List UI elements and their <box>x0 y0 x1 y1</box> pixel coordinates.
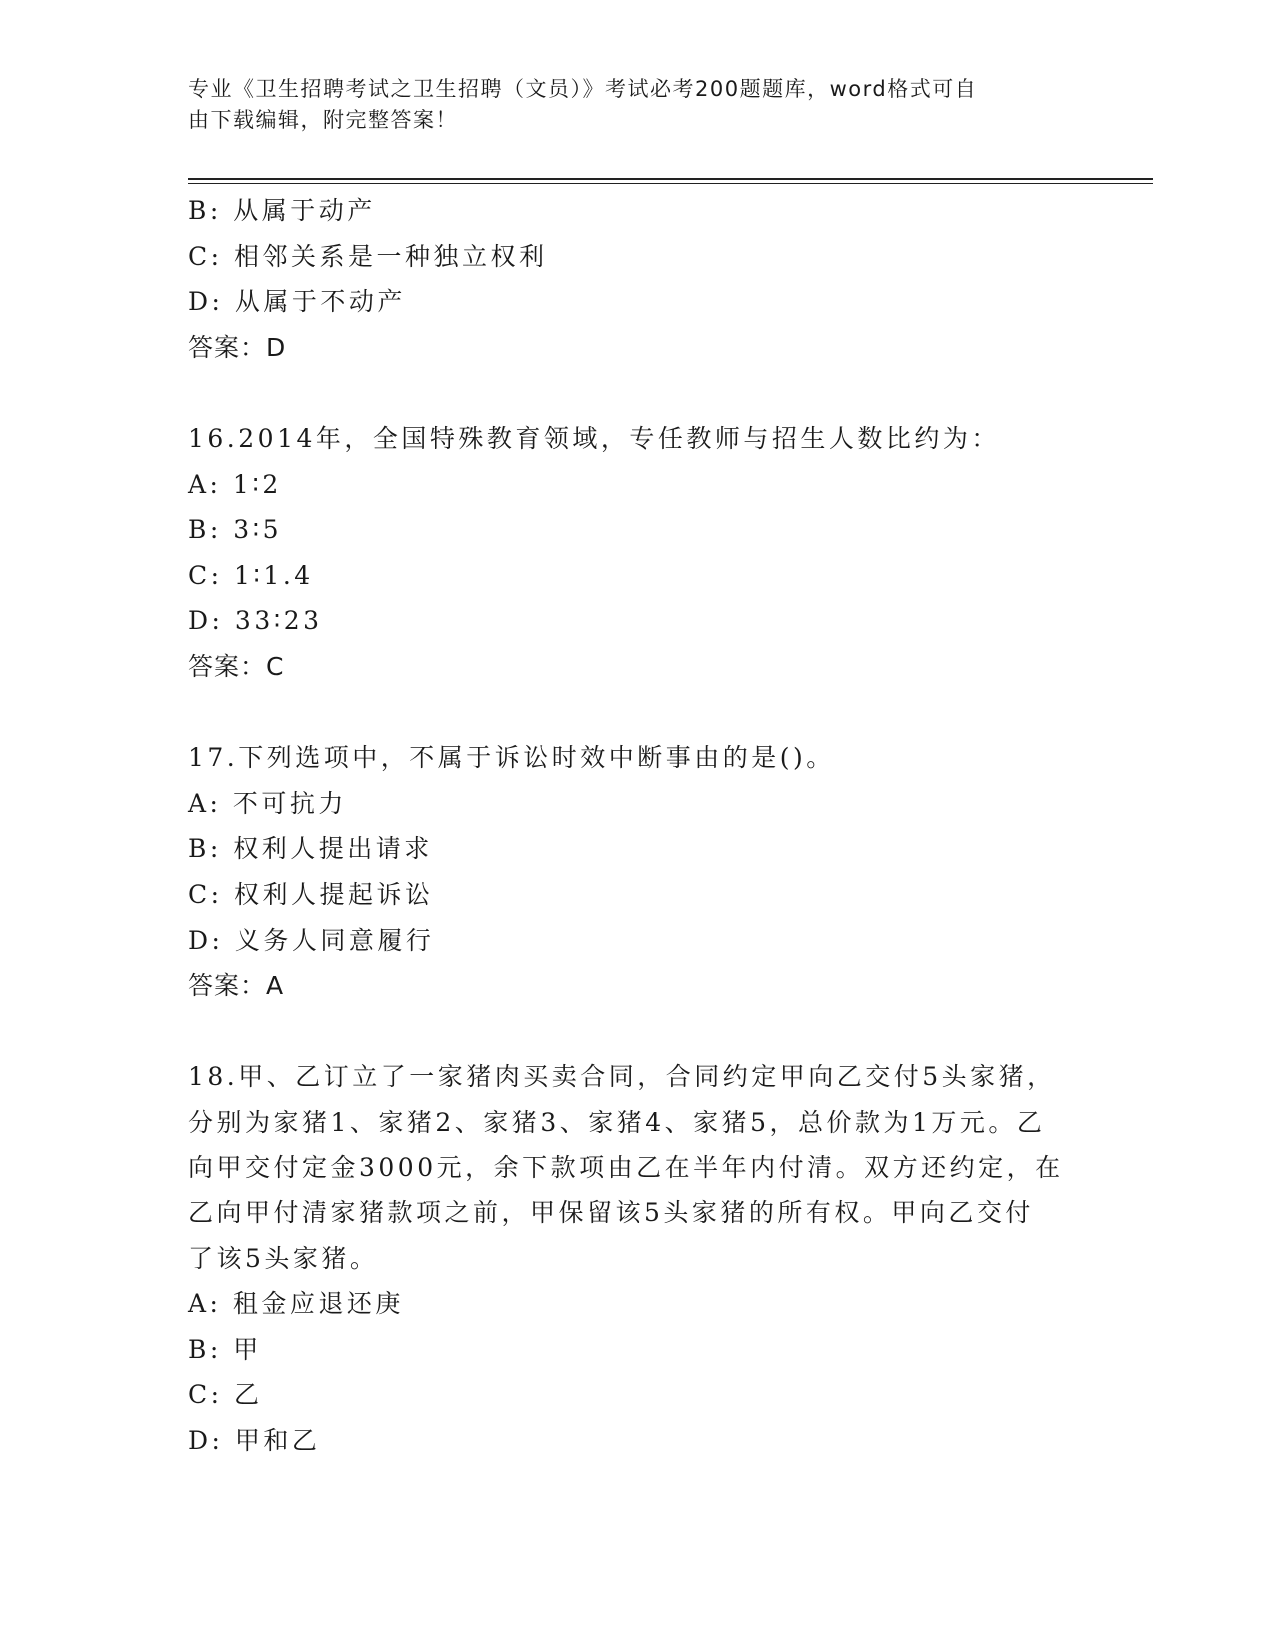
stem-line: 乙向甲付清家猪款项之前，甲保留该5头家猪的所有权。甲向乙交付 <box>188 1198 1034 1228</box>
spacer <box>188 1009 1088 1055</box>
header-rule-thick <box>188 178 1153 180</box>
option-d: D: 33∶23 <box>188 606 323 636</box>
stem-line: 了该5头家猪。 <box>188 1243 379 1273</box>
option-a: A: 不可抗力 <box>188 788 347 818</box>
option-a: A: 租金应退还庚 <box>188 1289 404 1319</box>
question-list <box>188 188 1088 1464</box>
option-b: B: 3∶5 <box>188 515 283 545</box>
header-line-2: 由下载编辑，附完整答案！ <box>188 108 458 132</box>
question-18 <box>188 1054 1088 1463</box>
answer: 答案：A <box>188 971 285 1001</box>
option-b: B: 权利人提出请求 <box>188 834 433 864</box>
option-c: C: 权利人提起诉讼 <box>188 879 434 909</box>
stem-line: 18.甲、乙订立了一家猪肉买卖合同，合同约定甲向乙交付5头家猪， <box>188 1062 1056 1092</box>
option-c: C: 乙 <box>188 1380 263 1410</box>
option-d: D: 义务人同意履行 <box>188 925 435 955</box>
question-16 <box>188 416 1088 690</box>
answer: 答案：D <box>188 332 287 362</box>
question-stem: 16.2014年，全国特殊教育领域，专任教师与招生人数比约为： <box>188 423 1000 453</box>
option-c: C: 1∶1.4 <box>188 560 314 590</box>
question-stem <box>188 1054 1078 1281</box>
option-b: B: 甲 <box>188 1334 262 1364</box>
header-line-1: 专业《卫生招聘考试之卫生招聘（文员）》考试必考200题题库，word格式可自 <box>188 77 978 101</box>
option-a: A: 1∶2 <box>188 469 282 499</box>
question-17 <box>188 735 1088 1009</box>
stem-line: 分别为家猪1、家猪2、家猪3、家猪4、家猪5，总价款为1万元。乙 <box>188 1107 1046 1137</box>
spacer <box>188 690 1088 736</box>
option-d: D: 从属于不动产 <box>188 287 406 317</box>
option-b: B: 从属于动产 <box>188 196 376 225</box>
stem-line: 向甲交付定金3000元，余下款项由乙在半年内付清。双方还约定，在 <box>188 1153 1064 1183</box>
question-stem: 17.下列选项中，不属于诉讼时效中断事由的是()。 <box>188 743 835 773</box>
spacer <box>188 370 1088 416</box>
header-rule-thin <box>188 183 1153 184</box>
document-header <box>188 74 1068 136</box>
answer: 答案：C <box>188 651 285 681</box>
option-d: D: 甲和乙 <box>188 1426 321 1456</box>
option-c: C: 相邻关系是一种独立权利 <box>188 241 548 271</box>
question-15 <box>188 188 1088 370</box>
